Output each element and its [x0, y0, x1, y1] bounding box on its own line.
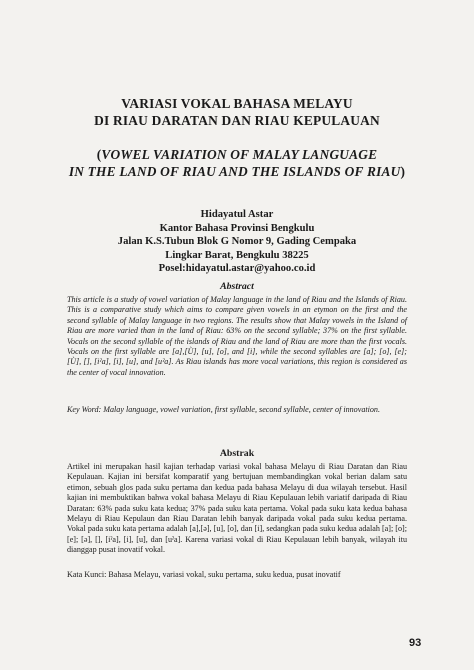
abstrak-heading: Abstrak [219, 448, 255, 459]
author-email: Posel:hidayatul.astar@yahoo.co.id [158, 263, 316, 275]
abstrak-text: Artikel ini merupakan hasil kajian terhadap variasi vokal bahasa Melayu di Riau Daratan dan Riau Kepulauan. Kajian ini bersifat komparatif yang bertujuan membandingkan vokal berian dalam satu etimon, sebuah glos pada suku pertama dan kedua pada bahasa Melayu di dua wilayah tersebut. Hasil kajian ini membuktikan bahwa vokal bahasa Melayu di Riau Kepulauan lebih variatif daripada di Riau Daratan: 63% pada suku kata kedua; 37% pada suku kata pertama. Vokal pada suku kata kedua bahasa Melayu di Riau Kepulaun dan Riau Daratan lebih banyak daripada vokal pada suku kedua pertama. Vokal pada suku kata pertama adalah [a],[ə], [u], [o], dan [i], sedangkan pada suku kedua adalah [a]; [o]; [e]; [ə], [], [iˀa], [i], [u], dan [uˀa]. Karena variasi vokal di Riau Kepulauan lebih banyak, wilayah itu dianggap pusat inovatif vokal. [67, 462, 407, 555]
author-address-line-1: Jalan K.S.Tubun Blok G Nomor 9, Gading Cempaka [117, 236, 357, 248]
close-paren: ) [400, 164, 406, 179]
title-line-2: DI RIAU DARATAN DAN RIAU KEPULAUAN [94, 113, 380, 128]
author-institution: Kantor Bahasa Provinsi Bengkulu [159, 222, 315, 234]
page-number: 93 [409, 637, 422, 649]
author-name: Hidayatul Astar [200, 209, 274, 220]
open-paren: ( [96, 147, 102, 162]
kata-kunci: Kata Kunci: Bahasa Melayu, variasi vokal, suku pertama, suku kedua, pusat inovatif [67, 570, 341, 579]
english-title-text-1: VOWEL VARIATION OF MALAY LANGUAGE [101, 147, 378, 162]
abstract-text: This article is a study of vowel variation of Malay language in the land of Riau and the Islands of Riau. This is a comparative study which aims to compare given vowels in an etymon on the first and the second syllable of Malay language in two regions. The results show that Malay vowels in the Island of Riau are more varied than in the land of Riau: 63% on the second syllable; 37% on the first syllable. Vocals on the second syllable of the islands of Riau and the land of Riau are more than the first vocals. Vocals on the first syllable are [a],[Ù], [u], [o], and [i], while the second syllables are [a]; [o], [e]; [Ù], [], [iˀa], [i], [u], and [uˀa]. As Riau islands has more vocal variations, this region is considered as the center of vocal innovation. [67, 295, 407, 377]
author-block [30, 208, 444, 276]
english-title-line-1 [30, 146, 444, 163]
english-title-text-2: IN THE LAND OF RIAU AND THE ISLANDS OF RIAU [68, 164, 401, 179]
author-address-line-2: Lingkar Barat, Bengkulu 38225 [165, 249, 309, 261]
keywords-english: Key Word: Malay language, vowel variation, first syllable, second syllable, center of innovation. [67, 405, 380, 414]
abstract-heading: Abstract [220, 281, 254, 292]
english-title-line-2 [30, 163, 444, 180]
title-line-1: VARIASI VOKAL BAHASA MELAYU [121, 96, 353, 111]
